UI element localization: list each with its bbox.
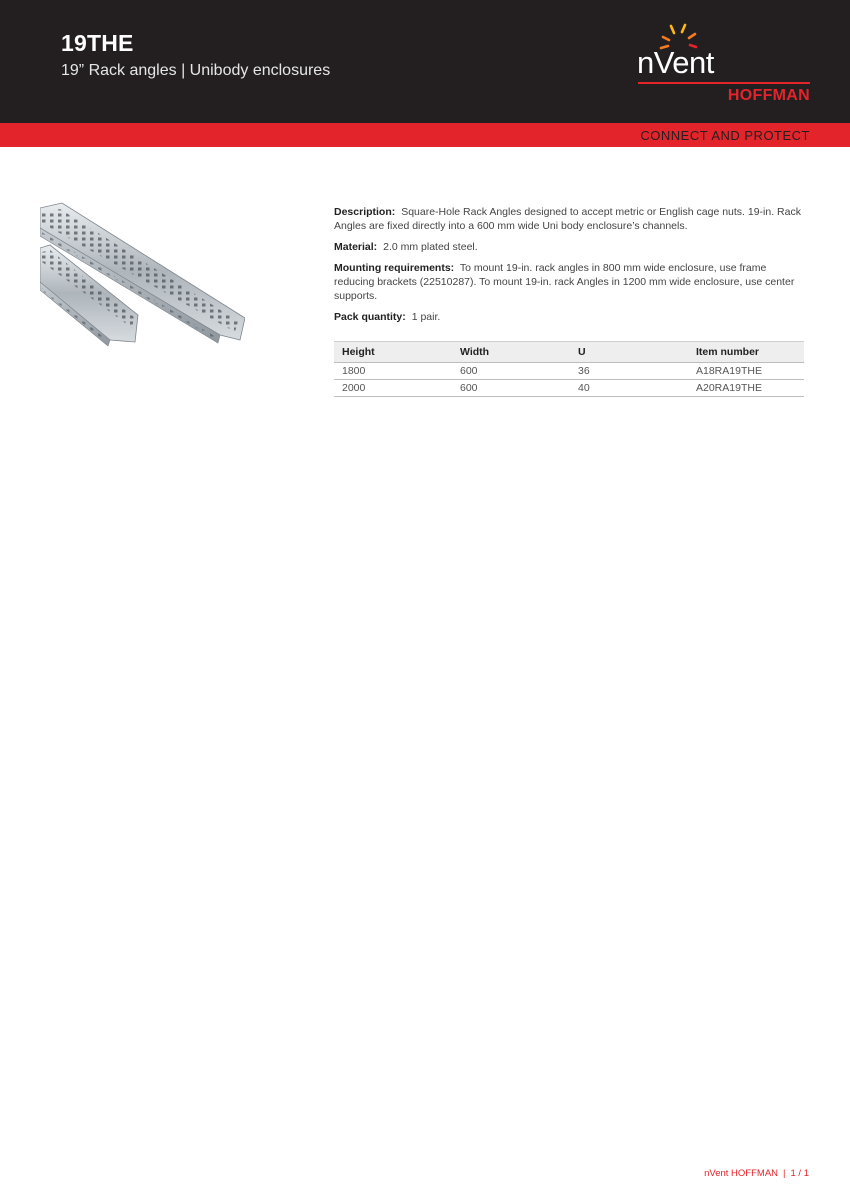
pack-quantity <box>334 310 804 324</box>
product-image <box>40 200 245 350</box>
pack-text: 1 pair. <box>411 311 441 323</box>
material-label: Material: <box>334 241 378 253</box>
material <box>334 240 804 254</box>
table-row <box>334 363 804 380</box>
mounting-requirements <box>334 261 804 303</box>
material-text: 2.0 mm plated steel. <box>383 241 478 253</box>
page-footer <box>704 1168 809 1179</box>
tagline-bar <box>0 123 850 147</box>
footer-separator: | <box>783 1168 786 1179</box>
footer-brand: nVent HOFFMAN <box>704 1168 779 1179</box>
column-header-u: U <box>570 342 688 363</box>
table-header-row <box>334 342 804 363</box>
mounting-label: Mounting requirements: <box>334 262 455 274</box>
product-details <box>334 205 804 397</box>
logo-wordmark: nVent <box>637 45 714 80</box>
logo-brand: HOFFMAN <box>727 87 810 104</box>
mounting-text: To mount 19-in. rack angles in 800 mm wide enclosure, use frame reducing brackets (22510287). To mount 19-in. rack Angles in 1200 mm wide enclosure, use center supports. <box>334 262 795 302</box>
page-number: 1 / 1 <box>790 1168 809 1179</box>
cell-width: 600 <box>452 363 570 380</box>
page-title: 19THE <box>61 30 134 56</box>
description-label: Description: <box>334 206 396 218</box>
column-header-width: Width <box>452 342 570 363</box>
page-header <box>0 0 850 123</box>
cell-item-number: A18RA19THE <box>688 363 804 380</box>
cell-u: 36 <box>570 363 688 380</box>
cell-item-number: A20RA19THE <box>688 380 804 397</box>
spec-table <box>334 341 804 397</box>
pack-label: Pack quantity: <box>334 311 406 323</box>
cell-width: 600 <box>452 380 570 397</box>
tagline: CONNECT AND PROTECT <box>640 128 810 143</box>
nvent-hoffman-logo <box>630 18 820 113</box>
cell-u: 40 <box>570 380 688 397</box>
description-text: Square-Hole Rack Angles designed to accept metric or English cage nuts. 19-in. Rack Angles are fixed directly into a 600 mm wide Uni body enclosure’s channels. <box>334 206 801 232</box>
logo-divider <box>638 82 810 84</box>
description <box>334 205 804 233</box>
cell-height: 2000 <box>334 380 452 397</box>
column-header-item-number: Item number <box>688 342 804 363</box>
column-header-height: Height <box>334 342 452 363</box>
table-row <box>334 380 804 397</box>
cell-height: 1800 <box>334 363 452 380</box>
page-subtitle: 19” Rack angles | Unibody enclosures <box>61 62 331 79</box>
